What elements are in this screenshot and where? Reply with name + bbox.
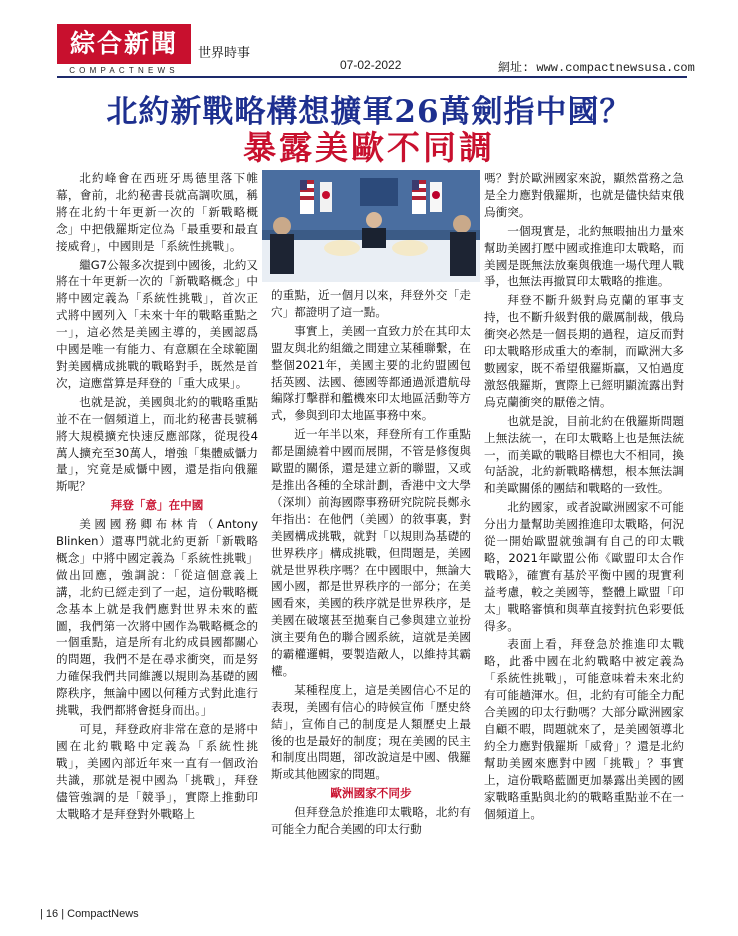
subheading: 歐洲國家不同步 bbox=[330, 786, 412, 801]
issue-date: 07-02-2022 bbox=[340, 58, 402, 72]
article-paragraph: 一個現實是，北約無暇抽出力量來幫助美國打壓中國或推進印太戰略，而美國是既無法放棄與俄進一場代理人戰爭，也無法再撤買印太戰略的推進。 bbox=[484, 223, 684, 289]
nato-backdrop bbox=[360, 178, 398, 206]
article-paragraph: 也就是說，美國與北約的戰略重點並不在一個頻道上，而北約秘書長號稱將大規模擴充快速反應部隊，從現役4萬人擴充至30萬人，增強「集體威懾力量」，究竟是威懾中國，還是指向俄羅斯呢？ bbox=[56, 394, 258, 494]
article-column-2 bbox=[271, 287, 471, 840]
article-paragraph: 近一年半以來，拜登所有工作重點都是圍繞着中國而展開，不管是修復與歐盟的關係，還是建立新的聯盟，又或是推出各種的全球計劃，香港中文大學（深圳）前海國際事務研究院院長鄭永年指出：在他們（美國）的敘事裏，對美國構成挑戰，就對「以規則為基礎的世界秩序」構成挑戰，但問題是，美國就是世界秩序嗎？在中國眼中，無論大國小國，都是世界秩序的一部分；在美國看來，美國的秩序就是世界秩序，是美國在破壞甚至拋棄自己參與建立並扮演主要角色的聯合國系統，這就是美國的霸權邏輯，要製造敵人，以維持其霸權。 bbox=[271, 427, 471, 678]
article-column-3 bbox=[484, 170, 684, 824]
article-paragraph: 可見，拜登政府非常在意的是將中國在北約戰略中定義為「系統性挑戰」，美國內部近年來一直有一個政治共識，那就是視中國為「挑戰」，拜登儘管強調的是「競爭」，實際上推動印太戰略才是拜登對外戰略上 bbox=[56, 722, 258, 821]
article-paragraph: 拜登不斷升級對烏克蘭的軍事支持，也不斷升級對俄的嚴厲制裁，俄烏衝突必然是一個長期的過程，這反而對印太戰略形成重大的牽制，而歐洲大多數國家，既不希望俄羅斯贏，又怕過度激怒俄羅斯，實際上已經明顯流露出對烏克蘭衝突的厭倦之情。 bbox=[484, 293, 684, 409]
article-paragraph: 美國國務卿布林肯（Antony Blinken）還專門就北約更新「新戰略概念」中將中國定義為「系統性挑戰」做出回應，強調說：「從這個意義上講，北約已經走到了一起，這份戰略概念基本上就是我們應對世界未來的藍圖，我們第一次將中國作為戰略概念的一個重點，這是所有北約成員國都關心的問題，我們不是在尋求衝突，而是努力確保我們共同維護以規則為基礎的國際秩序，無論中國以何種方式對此進行挑戰，我們都將會挺身而出。」 bbox=[56, 517, 258, 718]
masthead-logo-subtitle: COMPACTNEWS bbox=[69, 66, 179, 75]
page-footer: | 16 | CompactNews bbox=[40, 908, 139, 920]
article-paragraph: 表面上看，拜登急於推進印太戰略，此番中國在北約戰略中被定義為「系統性挑戰」，可能意味着未來北約有可能趟渾水。但，北約有可能全力配合美國的印太行動嗎？大部分歐洲國家自顧不暇，問題就來了，是美國領導北約全力應對俄羅斯「威脅」？還是北約幫助美國來應對中國「挑戰」？事實上，這份戰略藍圖更加暴露出美國的國家戰略重點與北約的戰略重點並不在一個頻道上。 bbox=[484, 637, 684, 821]
article-paragraph: 嗎？對於歐洲國家來說，顯然當務之急是全力應對俄羅斯，也就是儘快結束俄烏衝突。 bbox=[484, 171, 684, 219]
article-paragraph: 北約峰會在西班牙馬德里落下帷幕，會前，北約秘書長就高調吹風，稱將在北約十年更新一次的「新戰略概念」中把俄羅斯定位為「最重要和最直接威脅」，中國則是「系統性挑戰」。 bbox=[56, 171, 258, 253]
website-url[interactable]: 網址: www.compactnewsusa.com bbox=[498, 61, 695, 75]
article-column-1 bbox=[56, 170, 258, 824]
article-paragraph: 但拜登急於推進印太戰略，北約有可能全力配合美國的印太行動 bbox=[271, 805, 471, 837]
article-paragraph: 事實上，美國一直致力於在其印太盟友與北約組織之間建立某種聯繫，在整個2021年，美國主要的北約盟國包括英國、法國、德國等都通過派遣航母編隊打擊群和艦機來印太地區活動等方式，參與到印太地區事務中來。 bbox=[271, 323, 471, 423]
summit-photo-illustration bbox=[262, 170, 480, 282]
article-paragraph: 也就是說，目前北約在俄羅斯問題上無法統一，在印太戰略上也是無法統一，而美歐的戰略目標也大不相同，換句話說，北約新戰略構想，根本無法調和美歐關係的團結和戰略的一致性。 bbox=[484, 413, 684, 496]
article-paragraph: 繼G7公報多次提到中國後，北約又將在十年更新一次的「新戰略概念」中將中國定義為「系統性挑戰」，首次正式將中國列入「未來十年的戰略重點之一」，這必然是美國主導的，美國認爲中國是唯一有能力、有意願在全球範圍對美國構成挑戰的戰略對手，既然是首次，這應當算是拜登的「重大成果」。 bbox=[56, 257, 258, 390]
flag-icon bbox=[300, 180, 314, 214]
section-label: 世界時事 bbox=[198, 46, 251, 61]
summit-photo bbox=[262, 170, 480, 282]
article-paragraph: 的重點，近一個月以來，拜登外交「走穴」都證明了這一點。 bbox=[271, 288, 471, 319]
masthead-rule bbox=[57, 76, 687, 78]
article-paragraph: 某種程度上，這是美國信心不足的表現，美國有信心的時候宣佈「歷史終結」，宣佈自己的制度是人類歷史上最後的也是最好的制度；現在美國的民主和制度出問題，卻改說這是中國、俄羅斯或其他國家的問題。 bbox=[271, 682, 471, 782]
headline-main: 北約新戰略構想擴軍26萬劍指中國？ bbox=[106, 94, 632, 130]
subheading: 拜登「意」在中國 bbox=[110, 498, 204, 513]
article-paragraph: 北約國家，或者說歐洲國家不可能分出力量幫助美國推進印太戰略，何況從一開始歐盟就強調有自己的印太戰略，2021年歐盟公佈《歐盟印太合作戰略》，確實有基於平衡中國的現實利益考慮，較之美國等，整體上歐盟「印太」戰略審慎和與華直接對抗色彩要低得多。 bbox=[484, 500, 684, 633]
masthead-logo: 綜合新聞 bbox=[57, 24, 191, 64]
headline-sub: 暴露美歐不同調 bbox=[243, 128, 495, 167]
